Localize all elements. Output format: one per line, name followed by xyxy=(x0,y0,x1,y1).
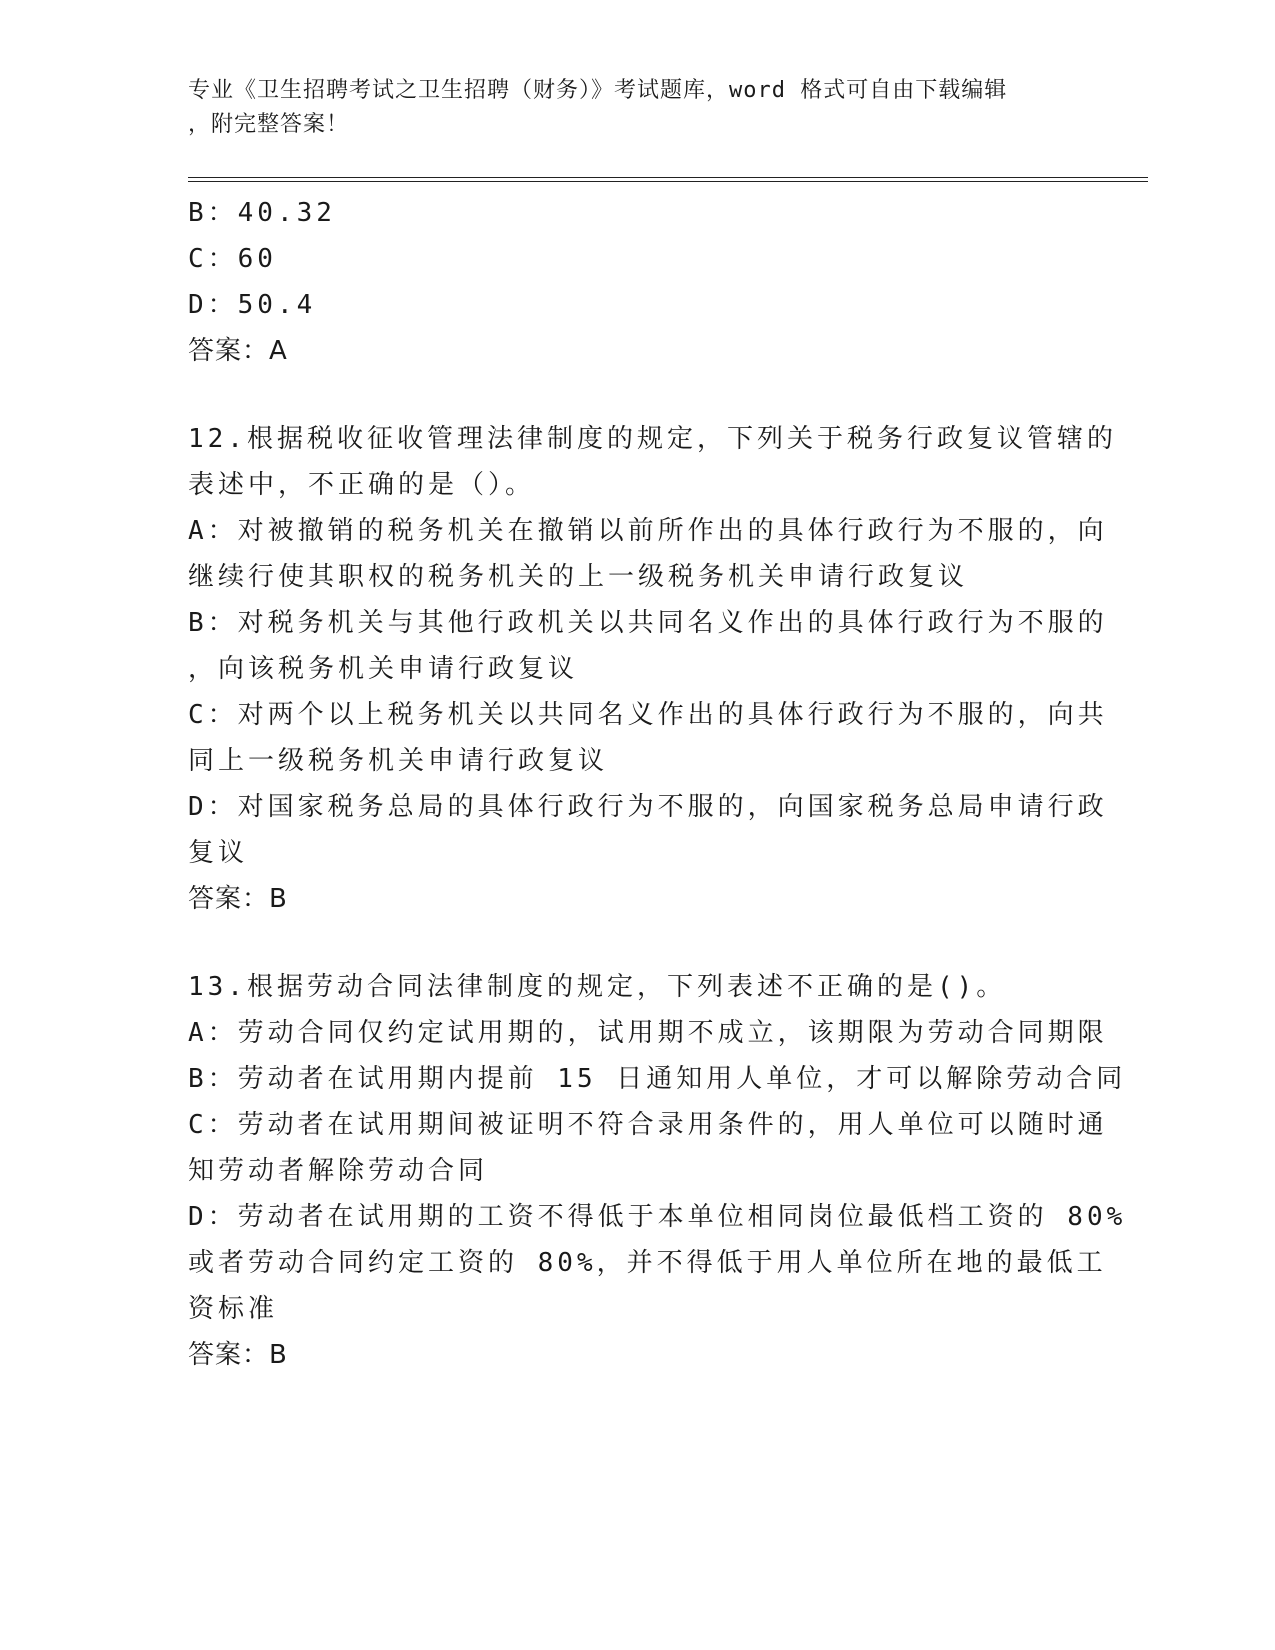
option-a-line-1: A：劳动合同仅约定试用期的，试用期不成立，该期限为劳动合同期限 xyxy=(188,1018,1108,1048)
header-divider-top xyxy=(188,177,1148,178)
question-11-continued xyxy=(188,190,1088,374)
header-title-line-2: ，附完整答案！ xyxy=(188,112,350,137)
header-divider-bottom xyxy=(188,181,1148,182)
option-d-line-3: 资标准 xyxy=(188,1294,279,1324)
option-b-line-1: B：对税务机关与其他行政机关以共同名义作出的具体行政行为不服的 xyxy=(188,608,1108,638)
question-content xyxy=(188,190,1127,1378)
question-12 xyxy=(188,416,1117,922)
question-stem-line: 12.根据税收征收管理法律制度的规定，下列关于税务行政复议管辖的 xyxy=(188,424,1117,454)
option-b-line-1: B：劳动者在试用期内提前 15 日通知用人单位，才可以解除劳动合同 xyxy=(188,1064,1127,1094)
option-d-line-2: 或者劳动合同约定工资的 80%，并不得低于用人单位所在地的最低工 xyxy=(188,1248,1107,1278)
question-13 xyxy=(188,964,1127,1378)
document-header xyxy=(188,74,1088,142)
option-c-line-1: C：劳动者在试用期间被证明不符合录用条件的，用人单位可以随时通 xyxy=(188,1110,1108,1140)
option-d-line-2: 复议 xyxy=(188,838,249,868)
header-title-line-1: 专业《卫生招聘考试之卫生招聘（财务）》考试题库，word 格式可自由下载编辑 xyxy=(188,78,1008,103)
option-d-line-1: D：劳动者在试用期的工资不得低于本单位相同岗位最低档工资的 80% xyxy=(188,1202,1127,1232)
option-a-line-1: A：对被撤销的税务机关在撤销以前所作出的具体行政行为不服的，向 xyxy=(188,516,1108,546)
option-b-line-2: ，向该税务机关申请行政复议 xyxy=(188,654,579,684)
option-c: C：60 xyxy=(188,244,277,274)
option-c-line-2: 知劳动者解除劳动合同 xyxy=(188,1156,489,1186)
option-d: D：50.4 xyxy=(188,290,317,320)
option-c-line-2: 同上一级税务机关申请行政复议 xyxy=(188,746,609,776)
option-a-line-2: 继续行使其职权的税务机关的上一级税务机关申请行政复议 xyxy=(188,562,969,592)
option-b: B：40.32 xyxy=(188,198,336,228)
question-stem-line: 13.根据劳动合同法律制度的规定，下列表述不正确的是()。 xyxy=(188,972,1007,1002)
answer-line: 答案：B xyxy=(188,884,288,914)
question-stem-line: 表述中，不正确的是（）。 xyxy=(188,470,536,500)
answer-line: 答案：B xyxy=(188,1340,288,1370)
answer-line: 答案：A xyxy=(188,336,288,366)
option-c-line-1: C：对两个以上税务机关以共同名义作出的具体行政行为不服的，向共 xyxy=(188,700,1108,730)
option-d-line-1: D：对国家税务总局的具体行政行为不服的，向国家税务总局申请行政 xyxy=(188,792,1108,822)
